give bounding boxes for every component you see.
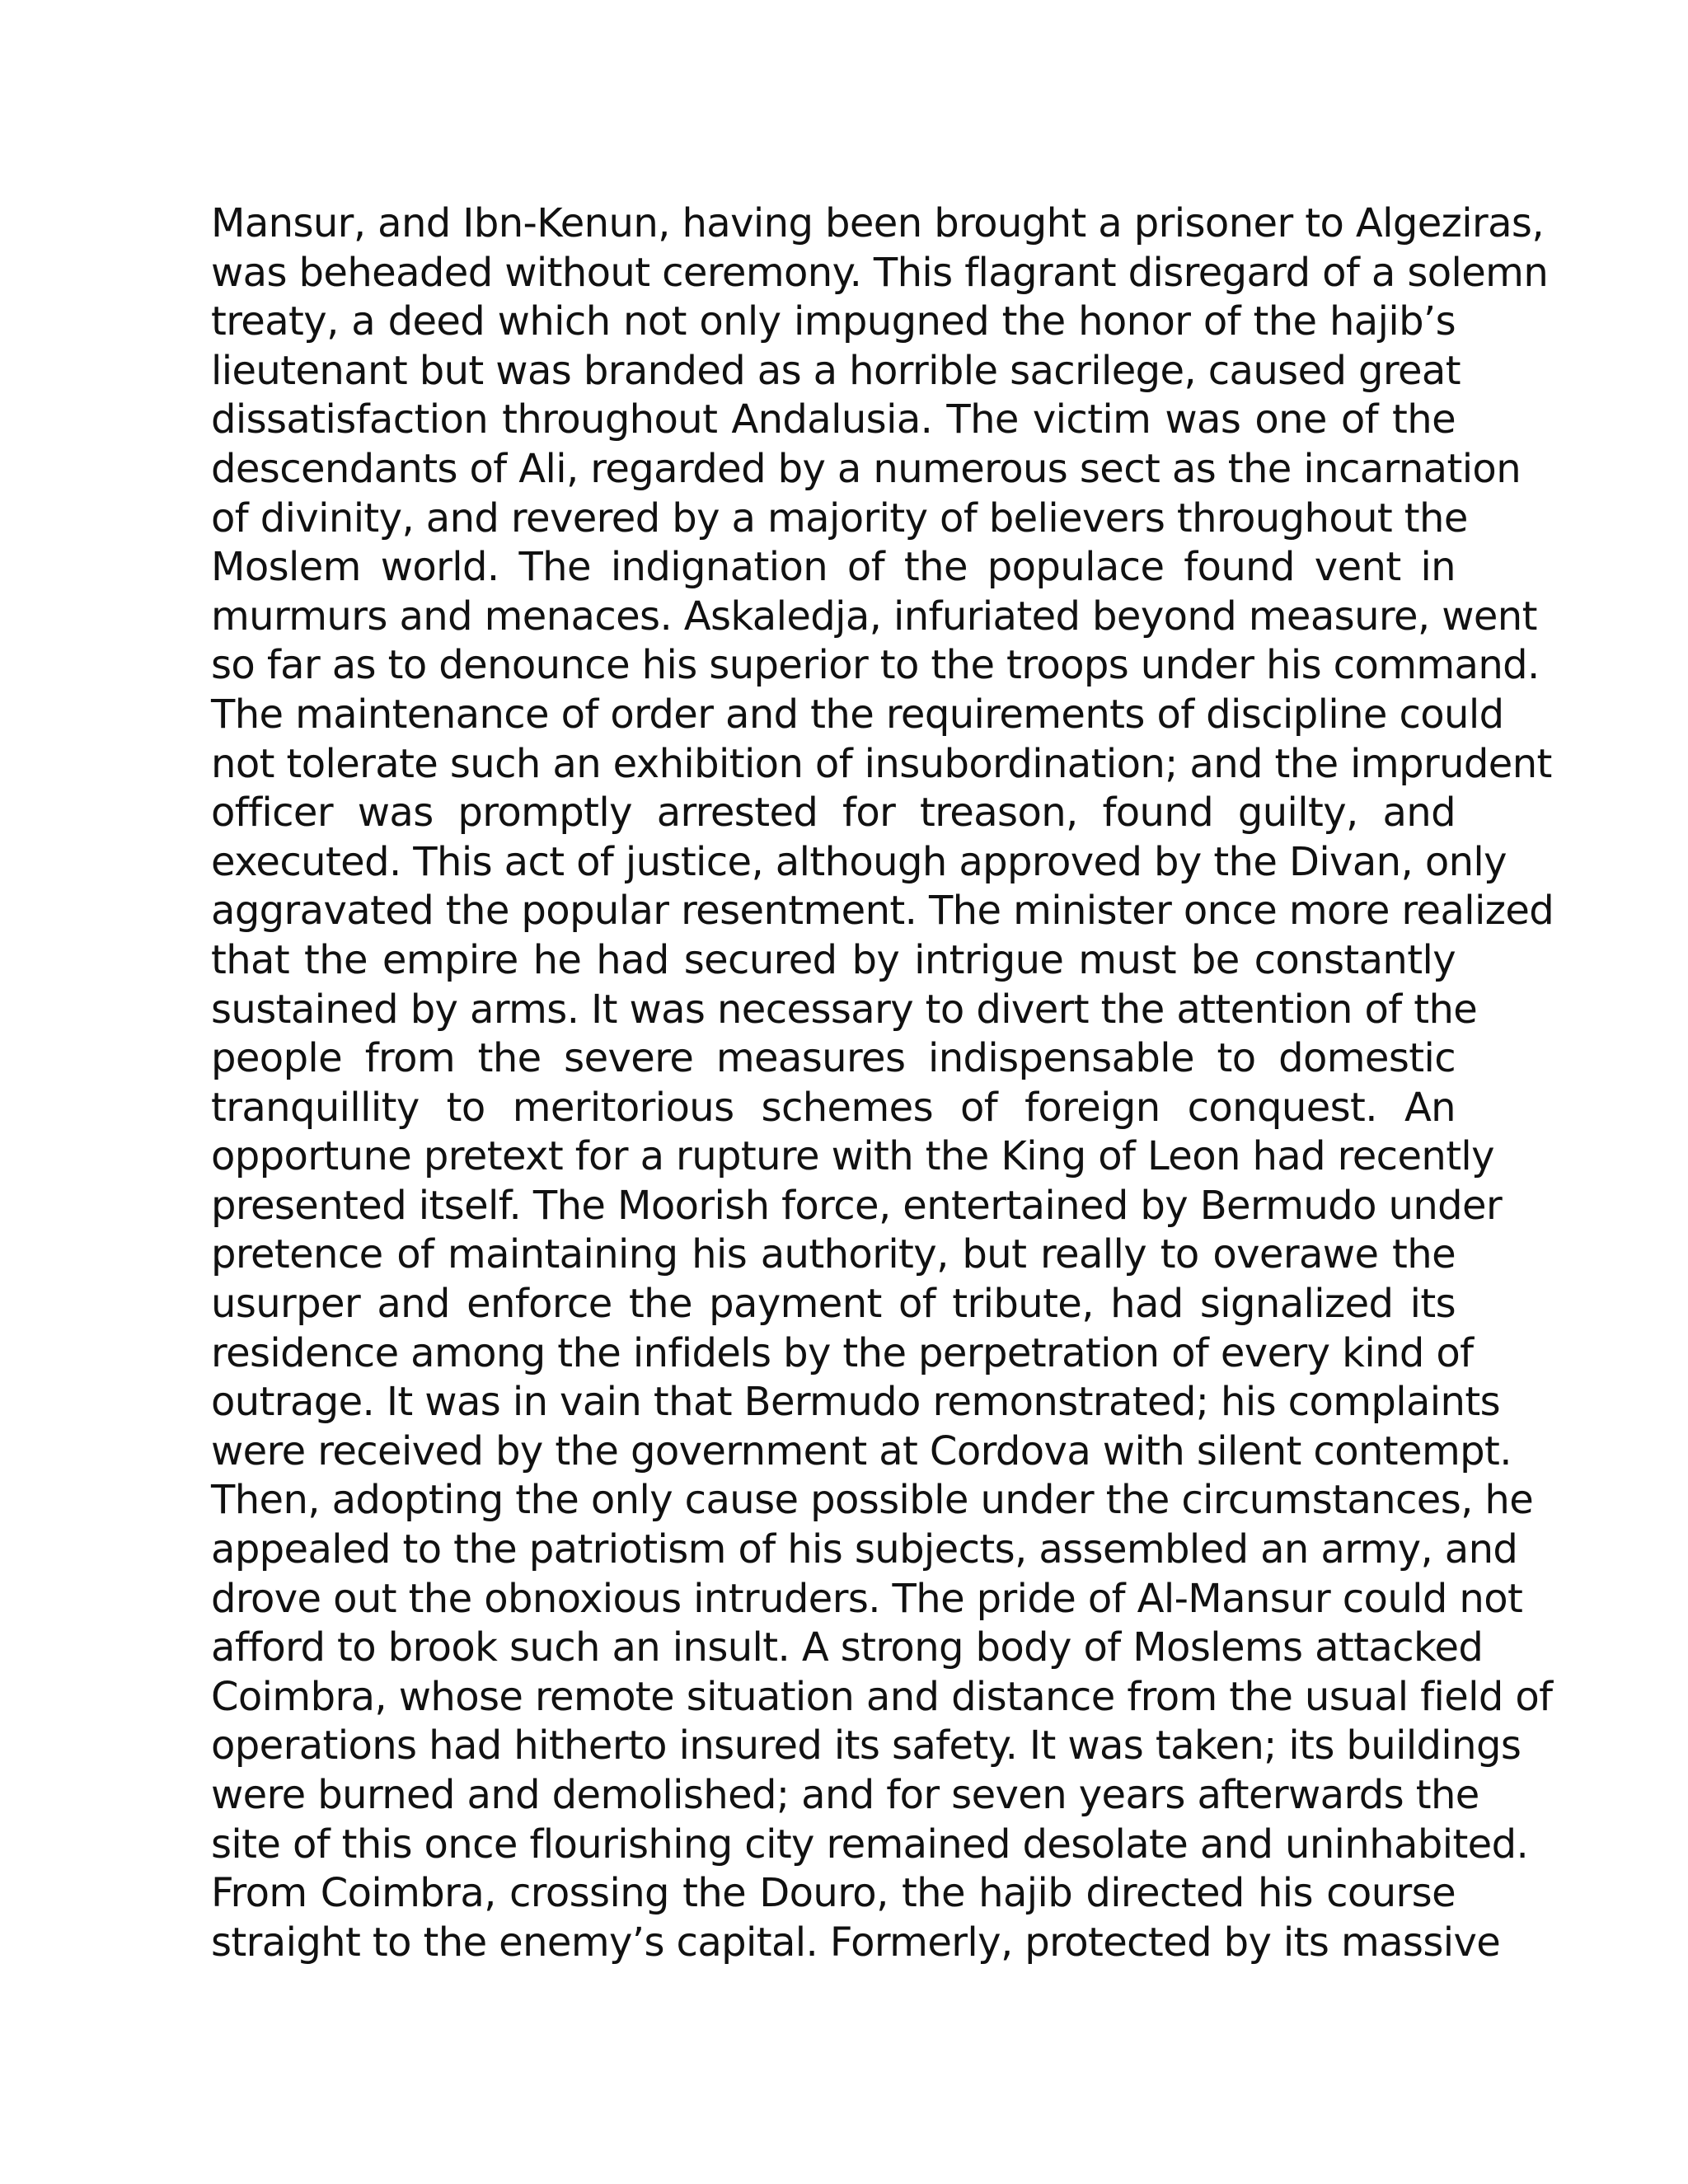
text-line: lieutenant but was branded as a horrible sacrilege, caused great [211,347,1461,394]
text-line: people from the severe measures indispensable to domestic [211,1035,1456,1082]
text-line: were burned and demolished; and for seven years afterwards the [211,1772,1479,1818]
text-line: pretence of maintaining his authority, but really to overawe the [211,1231,1456,1278]
text-line: not tolerate such an exhibition of insubordination; and the imprudent [211,740,1552,787]
text-line: dissatisfaction throughout Andalusia. The victim was one of the [211,396,1456,443]
text-line: Moslem world. The indignation of the populace found vent in [211,544,1456,591]
text-line: officer was promptly arrested for treason, found guilty, and [211,790,1456,837]
text-line: descendants of Ali, regarded by a numerous sect as the incarnation [211,445,1522,492]
text-line: usurper and enforce the payment of tribute, had signalized its [211,1281,1456,1328]
text-line: of divinity, and revered by a majority of believers throughout the [211,494,1468,541]
text-line: Then, adopting the only cause possible under the circumstances, he [211,1477,1534,1524]
text-line: outrage. It was in vain that Bermudo remonstrated; his complaints [211,1379,1500,1426]
text-line: were received by the government at Cordova with silent contempt. [211,1427,1512,1474]
text-line: residence among the infidels by the perpetration of every kind of [211,1329,1474,1376]
text-line: aggravated the popular resentment. The minister once more realized [211,888,1554,935]
text-line: The maintenance of order and the requirements of discipline could [211,691,1504,738]
text-line: tranquillity to meritorious schemes of foreign conquest. An [211,1084,1456,1131]
text-line: appealed to the patriotism of his subjects, assembled an army, and [211,1526,1518,1573]
text-line: opportune pretext for a rupture with the King of Leon had recently [211,1133,1494,1180]
text-line: From Coimbra, crossing the Douro, the hajib directed his course [211,1870,1456,1917]
text-line: site of this once flourishing city remained desolate and uninhabited. [211,1821,1529,1868]
text-line: straight to the enemy’s capital. Formerly, protected by its massive [211,1919,1501,1966]
text-line: Mansur, and Ibn-Kenun, having been brought a prisoner to Algeziras, [211,200,1544,246]
text-line: treaty, a deed which not only impugned the honor of the hajib’s [211,298,1456,345]
text-line: so far as to denounce his superior to the troops under his command. [211,642,1540,689]
text-line: drove out the obnoxious intruders. The pride of Al-Mansur could not [211,1575,1523,1622]
text-line: Coimbra, whose remote situation and distance from the usual field of [211,1673,1553,1720]
body-text [211,199,1554,1967]
text-line: executed. This act of justice, although approved by the Divan, only [211,838,1507,885]
text-line: that the empire he had secured by intrigue must be constantly [211,936,1456,983]
text-line: sustained by arms. It was necessary to divert the attention of the [211,986,1478,1033]
text-line: murmurs and menaces. Askaledja, infuriated beyond measure, went [211,593,1537,640]
text-line: operations had hitherto insured its safety. It was taken; its buildings [211,1722,1522,1769]
text-line: afford to brook such an insult. A strong body of Moslems attacked [211,1624,1484,1671]
text-line: presented itself. The Moorish force, entertained by Bermudo under [211,1182,1503,1229]
text-line: was beheaded without ceremony. This flagrant disregard of a solemn [211,249,1549,296]
